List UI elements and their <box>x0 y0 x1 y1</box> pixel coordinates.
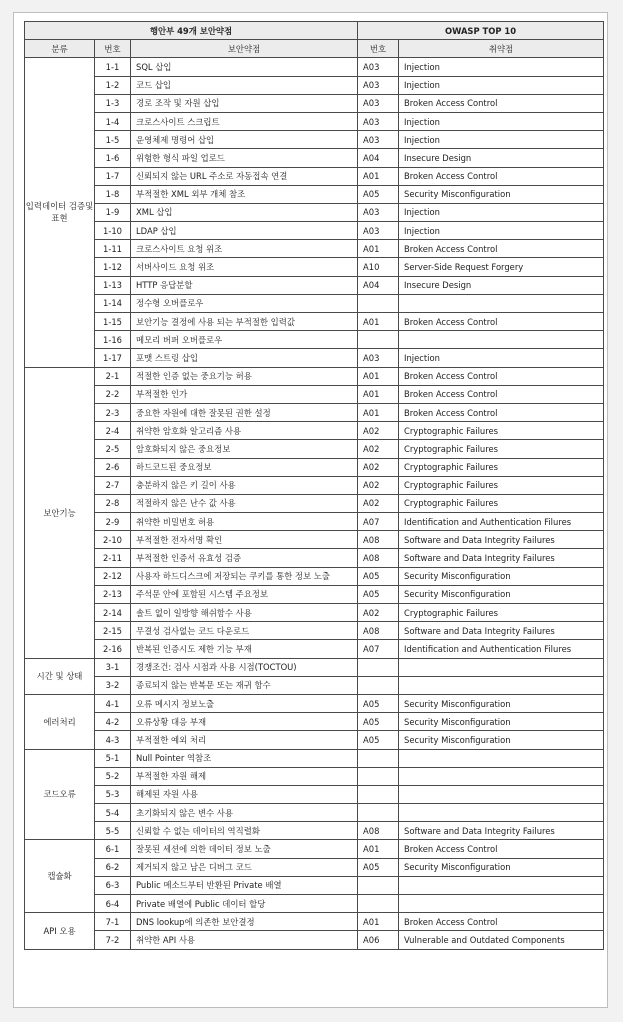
table-body <box>25 58 604 949</box>
number-cell: 4-1 <box>95 694 131 712</box>
owasp-number-cell <box>358 676 399 694</box>
vulnerability-cell: Injection <box>399 222 604 240</box>
vulnerability-cell: Server-Side Request Forgery <box>399 258 604 276</box>
table-row <box>25 749 604 767</box>
vulnerability-cell: Security Misconfiguration <box>399 713 604 731</box>
vulnerability-cell: Software and Data Integrity Failures <box>399 531 604 549</box>
weakness-cell: 오류상황 대응 부재 <box>131 713 358 731</box>
vulnerability-cell <box>399 767 604 785</box>
vulnerability-cell: Identification and Authentication Filures <box>399 640 604 658</box>
owasp-number-cell: A07 <box>358 640 399 658</box>
number-cell: 1-5 <box>95 131 131 149</box>
vulnerability-cell: Security Misconfiguration <box>399 731 604 749</box>
table-row <box>25 785 604 803</box>
number-cell: 1-12 <box>95 258 131 276</box>
weakness-cell: 암호화되지 않은 중요정보 <box>131 440 358 458</box>
weakness-cell: 경쟁조건: 검사 시점과 사용 시점(TOCTOU) <box>131 658 358 676</box>
number-cell: 7-1 <box>95 913 131 931</box>
number-cell: 1-9 <box>95 203 131 221</box>
number-cell: 7-2 <box>95 931 131 949</box>
table-row <box>25 531 604 549</box>
vulnerability-cell <box>399 331 604 349</box>
number-cell: 2-5 <box>95 440 131 458</box>
number-cell: 5-3 <box>95 785 131 803</box>
vulnerability-cell: Security Misconfiguration <box>399 858 604 876</box>
owasp-number-cell: A05 <box>358 185 399 203</box>
owasp-number-cell: A02 <box>358 440 399 458</box>
owasp-number-cell <box>358 749 399 767</box>
vulnerability-cell: Broken Access Control <box>399 367 604 385</box>
weakness-cell: 포맷 스트링 삽입 <box>131 349 358 367</box>
table-row <box>25 822 604 840</box>
weakness-cell: 종료되지 않는 반복문 또는 재귀 함수 <box>131 676 358 694</box>
table-row <box>25 331 604 349</box>
table-row <box>25 276 604 294</box>
owasp-number-cell: A05 <box>358 731 399 749</box>
number-cell: 2-1 <box>95 367 131 385</box>
weakness-cell: 반복된 인증시도 제한 기능 부재 <box>131 640 358 658</box>
table-row <box>25 931 604 949</box>
weakness-cell: 무결성 검사없는 코드 다운로드 <box>131 622 358 640</box>
weakness-cell: 위험한 형식 파일 업로드 <box>131 149 358 167</box>
vulnerability-cell: Software and Data Integrity Failures <box>399 549 604 567</box>
vulnerability-cell <box>399 676 604 694</box>
owasp-number-cell: A03 <box>358 76 399 94</box>
vulnerability-cell: Security Misconfiguration <box>399 185 604 203</box>
table-row <box>25 858 604 876</box>
table-row <box>25 876 604 894</box>
number-cell: 2-13 <box>95 585 131 603</box>
weakness-cell: LDAP 삽입 <box>131 222 358 240</box>
number-cell: 6-2 <box>95 858 131 876</box>
owasp-number-cell: A05 <box>358 713 399 731</box>
number-header: 번호 <box>95 40 131 58</box>
vulnerability-cell: Injection <box>399 58 604 76</box>
weakness-header: 보안약점 <box>131 40 358 58</box>
weakness-cell: Null Pointer 역참조 <box>131 749 358 767</box>
weakness-cell: 충분하지 않은 키 길이 사용 <box>131 476 358 494</box>
number-cell: 1-10 <box>95 222 131 240</box>
weakness-cell: 적절한 인증 없는 중요기능 허용 <box>131 367 358 385</box>
weakness-cell: 사용자 하드디스크에 저장되는 쿠키를 통한 정보 노출 <box>131 567 358 585</box>
weakness-cell: 초기화되지 않은 변수 사용 <box>131 804 358 822</box>
number-cell: 1-15 <box>95 313 131 331</box>
owasp-number-cell <box>358 785 399 803</box>
table-row <box>25 222 604 240</box>
table-row <box>25 294 604 312</box>
table-row <box>25 713 604 731</box>
weakness-cell: 중요한 자원에 대한 잘못된 권한 설정 <box>131 403 358 421</box>
weakness-cell: 해제된 자원 사용 <box>131 785 358 803</box>
table-row <box>25 58 604 76</box>
weakness-cell: 크로스사이트 요청 위조 <box>131 240 358 258</box>
vulnerability-cell: Software and Data Integrity Failures <box>399 622 604 640</box>
vulnerability-cell: Broken Access Control <box>399 240 604 258</box>
table-row <box>25 895 604 913</box>
number-cell: 6-3 <box>95 876 131 894</box>
table-row <box>25 658 604 676</box>
vulnerability-cell: Broken Access Control <box>399 385 604 403</box>
vulnerability-cell: Cryptographic Failures <box>399 476 604 494</box>
table-row <box>25 513 604 531</box>
vulnerability-cell: Insecure Design <box>399 149 604 167</box>
number-cell: 2-4 <box>95 422 131 440</box>
weakness-cell: 제거되지 않고 남은 디버그 코드 <box>131 858 358 876</box>
vulnerability-cell: Cryptographic Failures <box>399 604 604 622</box>
owasp-number-cell <box>358 331 399 349</box>
number-cell: 2-9 <box>95 513 131 531</box>
owasp-number-cell: A10 <box>358 258 399 276</box>
table-row <box>25 549 604 567</box>
number-cell: 2-7 <box>95 476 131 494</box>
number-cell: 6-1 <box>95 840 131 858</box>
owasp-number-cell: A08 <box>358 822 399 840</box>
number-cell: 1-17 <box>95 349 131 367</box>
owasp-number-cell: A08 <box>358 622 399 640</box>
vulnerability-header: 취약점 <box>399 40 604 58</box>
owasp-number-cell: A01 <box>358 385 399 403</box>
owasp-number-cell <box>358 895 399 913</box>
vulnerability-cell <box>399 658 604 676</box>
number-cell: 2-15 <box>95 622 131 640</box>
table-row <box>25 240 604 258</box>
table-row <box>25 94 604 112</box>
vulnerability-cell: Injection <box>399 131 604 149</box>
number-cell: 2-12 <box>95 567 131 585</box>
group-header-row <box>25 22 604 40</box>
owasp-number-cell: A03 <box>358 222 399 240</box>
number-cell: 1-4 <box>95 112 131 130</box>
table-row <box>25 640 604 658</box>
number-cell: 2-3 <box>95 403 131 421</box>
number-cell: 1-13 <box>95 276 131 294</box>
weakness-cell: 솔트 없이 일방향 해쉬함수 사용 <box>131 604 358 622</box>
owasp-number-cell: A02 <box>358 494 399 512</box>
category-cell: 보안기능 <box>25 367 95 658</box>
weakness-cell: HTTP 응답분할 <box>131 276 358 294</box>
table-row <box>25 385 604 403</box>
category-cell: 입력데이터 검증및표현 <box>25 58 95 367</box>
weakness-cell: 크로스사이트 스크립트 <box>131 112 358 130</box>
weakness-cell: XML 삽입 <box>131 203 358 221</box>
vulnerability-cell: Cryptographic Failures <box>399 458 604 476</box>
owasp-number-cell: A05 <box>358 694 399 712</box>
weakness-cell: 취약한 API 사용 <box>131 931 358 949</box>
weakness-cell: SQL 삽입 <box>131 58 358 76</box>
category-cell: 시간 및 상태 <box>25 658 95 694</box>
table-row <box>25 258 604 276</box>
weakness-cell: 코드 삽입 <box>131 76 358 94</box>
vulnerability-cell: Injection <box>399 203 604 221</box>
owasp-number-cell: A03 <box>358 112 399 130</box>
number-cell: 2-14 <box>95 604 131 622</box>
owasp-number-cell: A02 <box>358 604 399 622</box>
owasp-number-cell: A01 <box>358 240 399 258</box>
category-cell: 코드오류 <box>25 749 95 840</box>
owasp-number-cell <box>358 804 399 822</box>
owasp-number-cell: A05 <box>358 858 399 876</box>
table-row <box>25 585 604 603</box>
table-row <box>25 804 604 822</box>
vulnerability-cell: Broken Access Control <box>399 167 604 185</box>
weakness-cell: 부적절한 자원 해제 <box>131 767 358 785</box>
vulnerability-cell <box>399 804 604 822</box>
vulnerability-cell: Security Misconfiguration <box>399 567 604 585</box>
owasp-number-cell: A07 <box>358 513 399 531</box>
weakness-cell: 잘못된 세션에 의한 데이터 정보 노출 <box>131 840 358 858</box>
table-row <box>25 367 604 385</box>
table-row <box>25 476 604 494</box>
category-cell: 캡슐화 <box>25 840 95 913</box>
table-row <box>25 694 604 712</box>
owasp-number-cell: A04 <box>358 149 399 167</box>
owasp-number-cell: A02 <box>358 422 399 440</box>
vulnerability-cell: Identification and Authentication Filures <box>399 513 604 531</box>
table-row <box>25 149 604 167</box>
table-row <box>25 494 604 512</box>
vulnerability-cell <box>399 294 604 312</box>
owasp-number-cell: A01 <box>358 313 399 331</box>
table-row <box>25 767 604 785</box>
number-cell: 1-11 <box>95 240 131 258</box>
number-cell: 4-2 <box>95 713 131 731</box>
number-cell: 2-2 <box>95 385 131 403</box>
weakness-cell: 신뢰되지 않는 URL 주소로 자동접속 연결 <box>131 167 358 185</box>
weakness-cell: Private 배열에 Public 데이터 할당 <box>131 895 358 913</box>
table-row <box>25 112 604 130</box>
weakness-cell: 부적절한 예외 처리 <box>131 731 358 749</box>
vulnerability-cell: Injection <box>399 76 604 94</box>
number-cell: 3-2 <box>95 676 131 694</box>
weakness-cell: 부적절한 인가 <box>131 385 358 403</box>
owasp-number-cell: A01 <box>358 403 399 421</box>
table-row <box>25 440 604 458</box>
vulnerability-cell <box>399 895 604 913</box>
owasp-number-cell: A04 <box>358 276 399 294</box>
vulnerability-cell: Injection <box>399 112 604 130</box>
category-cell: 에러처리 <box>25 694 95 749</box>
vulnerability-cell: Broken Access Control <box>399 840 604 858</box>
category-header: 분류 <box>25 40 95 58</box>
number-cell: 1-14 <box>95 294 131 312</box>
vulnerability-cell: Security Misconfiguration <box>399 585 604 603</box>
vulnerability-cell: Broken Access Control <box>399 313 604 331</box>
table-row <box>25 349 604 367</box>
owasp-number-cell: A01 <box>358 840 399 858</box>
table-row <box>25 131 604 149</box>
vulnerability-cell: Cryptographic Failures <box>399 422 604 440</box>
owasp-number-cell: A05 <box>358 585 399 603</box>
weakness-cell: 적절하지 않은 난수 값 사용 <box>131 494 358 512</box>
weakness-cell: 메모리 버퍼 오버플로우 <box>131 331 358 349</box>
weakness-cell: 주석문 안에 포함된 시스템 주요정보 <box>131 585 358 603</box>
owasp-number-cell: A03 <box>358 58 399 76</box>
weakness-cell: DNS lookup에 의존한 보안결정 <box>131 913 358 931</box>
table-row <box>25 604 604 622</box>
owasp-number-header: 번호 <box>358 40 399 58</box>
table-row <box>25 676 604 694</box>
table-row <box>25 203 604 221</box>
weakness-cell: 취약한 암호화 알고리즘 사용 <box>131 422 358 440</box>
owasp-number-cell <box>358 294 399 312</box>
owasp-number-cell: A02 <box>358 458 399 476</box>
owasp-number-cell <box>358 876 399 894</box>
weakness-cell: 서버사이드 요청 위조 <box>131 258 358 276</box>
owasp-number-cell <box>358 767 399 785</box>
number-cell: 1-6 <box>95 149 131 167</box>
number-cell: 5-4 <box>95 804 131 822</box>
category-cell: API 오용 <box>25 913 95 949</box>
document-frame <box>13 12 608 1008</box>
owasp-number-cell: A08 <box>358 549 399 567</box>
number-cell: 3-1 <box>95 658 131 676</box>
owasp-number-cell: A01 <box>358 167 399 185</box>
number-cell: 1-3 <box>95 94 131 112</box>
vulnerability-cell <box>399 876 604 894</box>
vulnerability-cell <box>399 749 604 767</box>
number-cell: 2-10 <box>95 531 131 549</box>
vulnerability-cell: Vulnerable and Outdated Components <box>399 931 604 949</box>
table-row <box>25 167 604 185</box>
owasp-number-cell: A03 <box>358 349 399 367</box>
weakness-cell: 신뢰할 수 없는 데이터의 역직렬화 <box>131 822 358 840</box>
table-row <box>25 731 604 749</box>
owasp-number-cell: A08 <box>358 531 399 549</box>
weakness-cell: 오류 메시지 정보노출 <box>131 694 358 712</box>
vulnerability-cell <box>399 785 604 803</box>
number-cell: 1-8 <box>95 185 131 203</box>
left-group-header: 행안부 49개 보안약점 <box>25 22 358 40</box>
weakness-cell: 정수형 오버플로우 <box>131 294 358 312</box>
table-row <box>25 313 604 331</box>
number-cell: 2-16 <box>95 640 131 658</box>
security-weakness-table <box>24 21 604 950</box>
owasp-number-cell: A05 <box>358 567 399 585</box>
vulnerability-cell: Insecure Design <box>399 276 604 294</box>
vulnerability-cell: Cryptographic Failures <box>399 440 604 458</box>
vulnerability-cell: Software and Data Integrity Failures <box>399 822 604 840</box>
table-row <box>25 458 604 476</box>
weakness-cell: 경로 조작 및 자원 삽입 <box>131 94 358 112</box>
owasp-number-cell: A03 <box>358 203 399 221</box>
column-header-row <box>25 40 604 58</box>
table-row <box>25 840 604 858</box>
number-cell: 5-1 <box>95 749 131 767</box>
number-cell: 6-4 <box>95 895 131 913</box>
number-cell: 2-6 <box>95 458 131 476</box>
table-row <box>25 403 604 421</box>
owasp-number-cell: A01 <box>358 913 399 931</box>
weakness-cell: 부적절한 XML 외부 개체 참조 <box>131 185 358 203</box>
vulnerability-cell: Injection <box>399 349 604 367</box>
weakness-cell: 보안기능 결정에 사용 되는 부적절한 입력값 <box>131 313 358 331</box>
table-row <box>25 567 604 585</box>
number-cell: 4-3 <box>95 731 131 749</box>
table-row <box>25 185 604 203</box>
weakness-cell: Public 메소드부터 반환된 Private 배열 <box>131 876 358 894</box>
number-cell: 1-16 <box>95 331 131 349</box>
table-row <box>25 422 604 440</box>
owasp-number-cell: A01 <box>358 367 399 385</box>
number-cell: 5-5 <box>95 822 131 840</box>
number-cell: 2-8 <box>95 494 131 512</box>
number-cell: 1-7 <box>95 167 131 185</box>
weakness-cell: 취약한 비밀번호 허용 <box>131 513 358 531</box>
table-row <box>25 76 604 94</box>
number-cell: 5-2 <box>95 767 131 785</box>
weakness-cell: 운영체제 명령어 삽입 <box>131 131 358 149</box>
number-cell: 1-1 <box>95 58 131 76</box>
table-row <box>25 622 604 640</box>
owasp-number-cell: A02 <box>358 476 399 494</box>
vulnerability-cell: Broken Access Control <box>399 94 604 112</box>
weakness-cell: 부적절한 전자서명 확인 <box>131 531 358 549</box>
vulnerability-cell: Cryptographic Failures <box>399 494 604 512</box>
number-cell: 2-11 <box>95 549 131 567</box>
right-group-header: OWASP TOP 10 <box>358 22 604 40</box>
owasp-number-cell: A06 <box>358 931 399 949</box>
table-row <box>25 913 604 931</box>
vulnerability-cell: Broken Access Control <box>399 403 604 421</box>
vulnerability-cell: Broken Access Control <box>399 913 604 931</box>
owasp-number-cell: A03 <box>358 94 399 112</box>
number-cell: 1-2 <box>95 76 131 94</box>
owasp-number-cell: A03 <box>358 131 399 149</box>
owasp-number-cell <box>358 658 399 676</box>
weakness-cell: 하드코드된 중요정보 <box>131 458 358 476</box>
vulnerability-cell: Security Misconfiguration <box>399 694 604 712</box>
weakness-cell: 부적절한 인증서 유효성 검증 <box>131 549 358 567</box>
